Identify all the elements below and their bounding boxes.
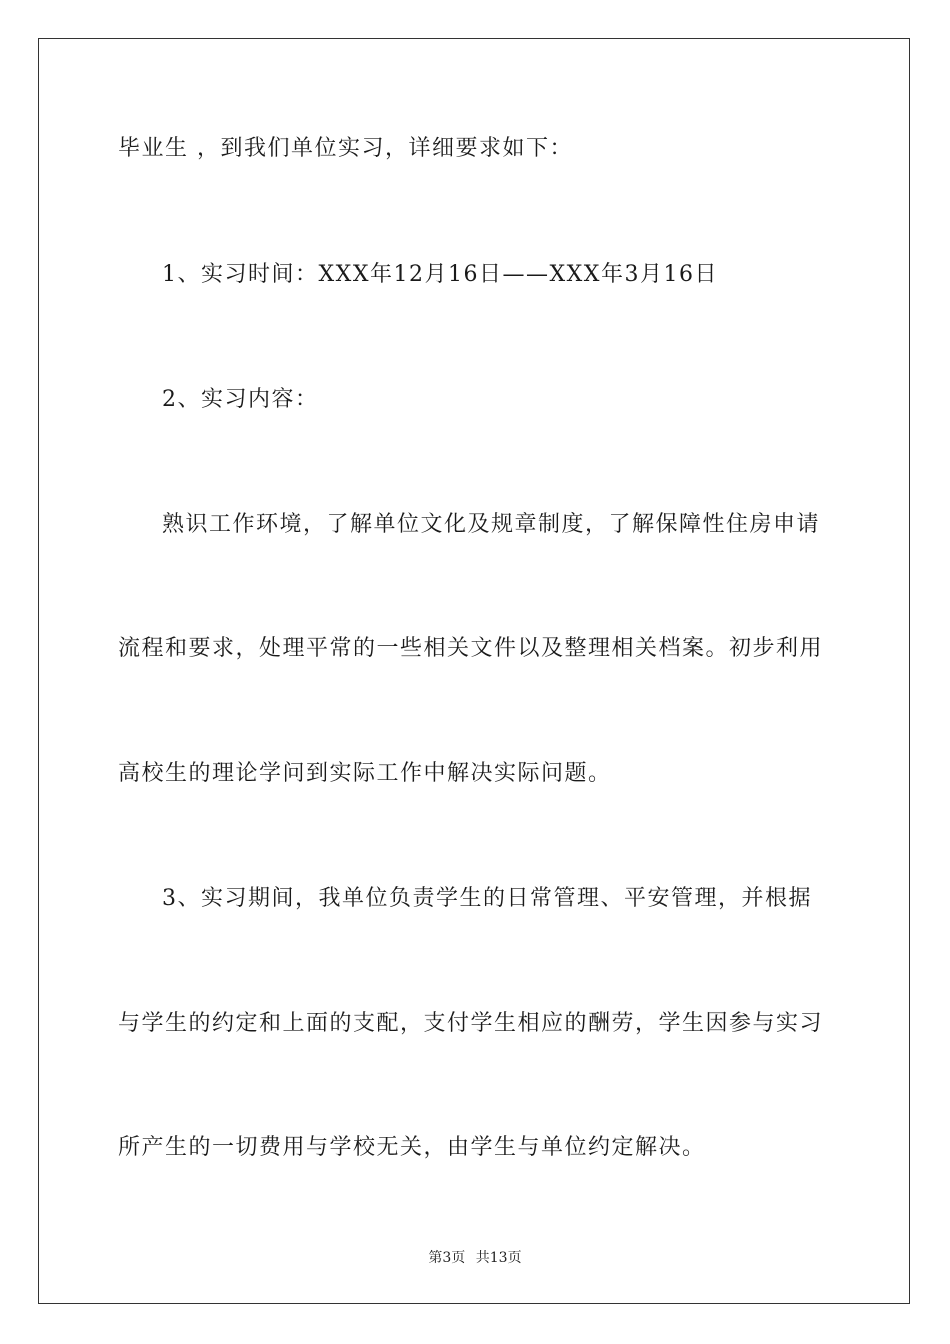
text-line-8: 与学生的约定和上面的支配，支付学生相应的酬劳，学生因参与实习 <box>118 1011 824 1036</box>
text-line-3: 2、实习内容： <box>162 387 319 412</box>
text-line-2: 1、实习时间：XXX年12月16日——XXX年3月16日 <box>162 262 718 287</box>
page-footer <box>0 1248 950 1268</box>
text-line-9: 所产生的一切费用与学校无关，由学生与单位约定解决。 <box>118 1135 706 1160</box>
text-line-7: 3、实习期间，我单位负责学生的日常管理、平安管理，并根据 <box>162 886 812 911</box>
text-line-4: 熟识工作环境，了解单位文化及规章制度，了解保障性住房申请 <box>162 512 821 537</box>
text-line-1: 毕业生 ，到我们单位实习，详细要求如下： <box>118 136 573 161</box>
text-line-5: 流程和要求，处理平常的一些相关文件以及整理相关档案。初步利用 <box>118 636 824 661</box>
text-line-6: 高校生的理论学问到实际工作中解决实际问题。 <box>118 761 612 786</box>
total-pages-label: 共13页 <box>475 1250 522 1266</box>
current-page-label: 第3页 <box>428 1250 466 1266</box>
page-border <box>38 38 910 1304</box>
